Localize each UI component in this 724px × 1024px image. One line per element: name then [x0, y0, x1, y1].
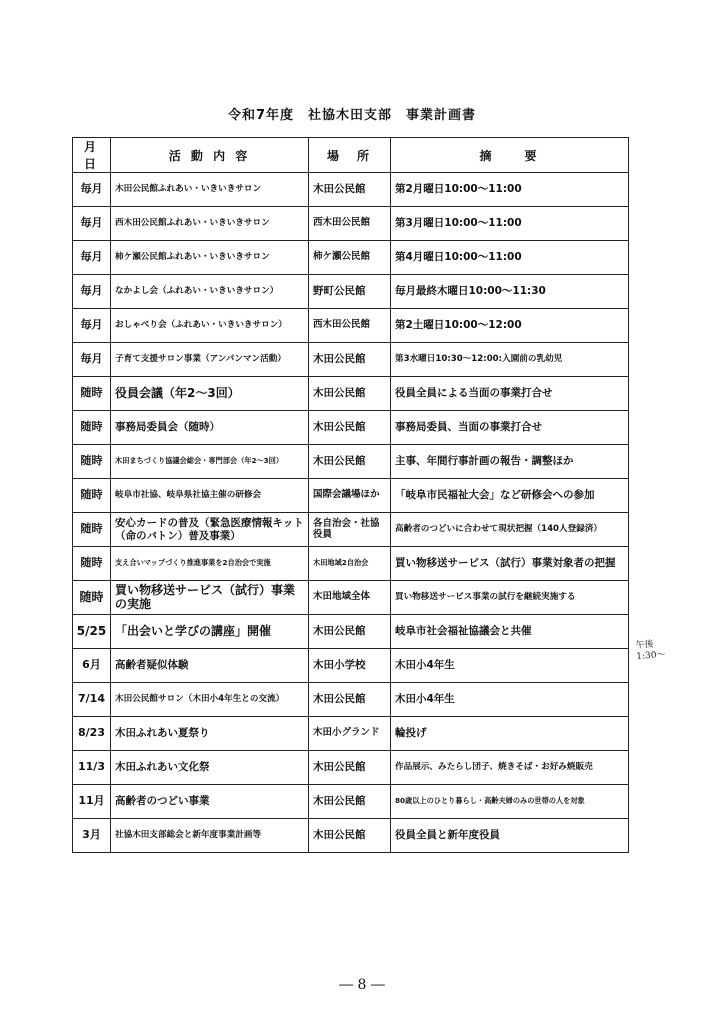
- header-place: 場 所: [309, 138, 391, 173]
- table-row: [73, 819, 629, 853]
- row-activity: 事務局委員会（随時）: [111, 411, 309, 445]
- row-date: 随時: [73, 479, 111, 513]
- row-date: 随時: [73, 445, 111, 479]
- page-number: ― 8 ―: [339, 977, 385, 993]
- row-place: 木田公民館: [309, 819, 391, 853]
- row-activity: 子育て支援サロン事業（アンパンマン活動）: [111, 343, 309, 377]
- row-activity: 高齢者疑似体験: [111, 649, 309, 683]
- row-activity: 木田公民館ふれあい・いきいきサロン: [111, 173, 309, 207]
- row-date: 毎月: [73, 207, 111, 241]
- plan-table: [72, 137, 629, 853]
- row-activity: 高齢者のつどい事業: [111, 785, 309, 819]
- row-summary: 役員全員と新年度役員: [391, 819, 629, 853]
- row-place: 木田公民館: [309, 377, 391, 411]
- row-place: 国際会議場ほか: [309, 479, 391, 513]
- row-place: 野町公民館: [309, 275, 391, 309]
- row-summary: 80歳以上のひとり暮らし・高齢夫婦のみの世帯の人を対象: [391, 785, 629, 819]
- row-summary: 第2土曜日10:00～12:00: [391, 309, 629, 343]
- row-place: 木田地域全体: [309, 581, 391, 615]
- row-summary: 「岐阜市民福祉大会」など研修会への参加: [391, 479, 629, 513]
- row-activity: 買い物移送サービス（試行）事業の実施: [111, 581, 309, 615]
- row-summary: 高齢者のつどいに合わせて現状把握（140人登録済）: [391, 513, 629, 547]
- row-date: 毎月: [73, 241, 111, 275]
- row-summary: 第2月曜日10:00～11:00: [391, 173, 629, 207]
- row-place: 西木田公民館: [309, 309, 391, 343]
- table-row: [73, 445, 629, 479]
- row-place: 木田公民館: [309, 173, 391, 207]
- row-date: 11月: [73, 785, 111, 819]
- row-place: 木田地域2自治会: [309, 547, 391, 581]
- table-row: [73, 785, 629, 819]
- row-activity: 社協木田支部総会と新年度事業計画等: [111, 819, 309, 853]
- row-date: 5/25: [73, 615, 111, 649]
- table-row: [73, 717, 629, 751]
- table-row: [73, 581, 629, 615]
- row-activity: 西木田公民館ふれあい・いきいきサロン: [111, 207, 309, 241]
- table-row: [73, 309, 629, 343]
- table-row: [73, 513, 629, 547]
- row-summary: 買い物移送サービス事業の試行を継続実施する: [391, 581, 629, 615]
- row-date: 毎月: [73, 343, 111, 377]
- row-activity: 木田ふれあい夏祭り: [111, 717, 309, 751]
- row-place: 木田小学校: [309, 649, 391, 683]
- row-activity: 柿ケ瀬公民館ふれあい・いきいきサロン: [111, 241, 309, 275]
- row-summary: 岐阜市社会福祉協議会と共催: [391, 615, 629, 649]
- row-activity: なかよし会（ふれあい・いきいきサロン）: [111, 275, 309, 309]
- row-summary: 輪投げ: [391, 717, 629, 751]
- row-date: 随時: [73, 547, 111, 581]
- row-date: 毎月: [73, 309, 111, 343]
- row-place: 柿ケ瀬公民館: [309, 241, 391, 275]
- page-title: 令和7年度 社協木田支部 事業計画書: [227, 108, 477, 123]
- header-summary: 摘 要: [391, 138, 629, 173]
- row-date: 随時: [73, 513, 111, 547]
- row-date: 毎月: [73, 173, 111, 207]
- row-date: 11/3: [73, 751, 111, 785]
- row-date: 随時: [73, 411, 111, 445]
- table-row: [73, 377, 629, 411]
- row-place: 木田公民館: [309, 751, 391, 785]
- row-summary: 事務局委員、当面の事業打合せ: [391, 411, 629, 445]
- row-activity: 支え合いマップづくり推進事業を2自治会で実施: [111, 547, 309, 581]
- header-activity: 活 動 内 容: [111, 138, 309, 173]
- table-row: [73, 173, 629, 207]
- row-place: 木田公民館: [309, 615, 391, 649]
- header-date: 月 日: [73, 138, 111, 173]
- handwritten-note-line: 午後: [635, 639, 654, 652]
- row-summary: 木田小4年生: [391, 683, 629, 717]
- table-row: [73, 615, 629, 649]
- row-summary: 木田小4年生: [391, 649, 629, 683]
- row-place: 木田小グランド: [309, 717, 391, 751]
- row-date: 8/23: [73, 717, 111, 751]
- table-row: [73, 411, 629, 445]
- table-row: [73, 683, 629, 717]
- row-activity: おしゃべり会（ふれあい・いきいきサロン）: [111, 309, 309, 343]
- row-place: 各自治会・社協役員: [309, 513, 391, 547]
- row-summary: 主事、年間行事計画の報告・調整ほか: [391, 445, 629, 479]
- table-row: [73, 649, 629, 683]
- table-row: [73, 241, 629, 275]
- row-date: 6月: [73, 649, 111, 683]
- row-summary: 作品展示、みたらし団子、焼きそば・お好み焼販売: [391, 751, 629, 785]
- row-date: 随時: [73, 581, 111, 615]
- row-date: 随時: [73, 377, 111, 411]
- row-date: 毎月: [73, 275, 111, 309]
- table-row: [73, 343, 629, 377]
- handwritten-note: [635, 639, 666, 663]
- row-summary: 第3水曜日10:30～12:00:入園前の乳幼児: [391, 343, 629, 377]
- row-summary: 役員全員による当面の事業打合せ: [391, 377, 629, 411]
- row-summary: 毎月最終木曜日10:00～11:30: [391, 275, 629, 309]
- row-activity: 木田まちづくり協議会総会・専門部会（年2～3回）: [111, 445, 309, 479]
- row-activity: 岐阜市社協、岐阜県社協主催の研修会: [111, 479, 309, 513]
- row-place: 木田公民館: [309, 785, 391, 819]
- row-place: 木田公民館: [309, 411, 391, 445]
- row-summary: 買い物移送サービス（試行）事業対象者の把握: [391, 547, 629, 581]
- row-date: 3月: [73, 819, 111, 853]
- table-row: [73, 479, 629, 513]
- row-date: 7/14: [73, 683, 111, 717]
- row-place: 木田公民館: [309, 445, 391, 479]
- row-activity: 安心カードの普及（緊急医療情報キット（命のバトン）普及事業）: [111, 513, 309, 547]
- row-activity: 木田ふれあい文化祭: [111, 751, 309, 785]
- row-activity: 木田公民館サロン（木田小4年生との交流）: [111, 683, 309, 717]
- row-place: 西木田公民館: [309, 207, 391, 241]
- handwritten-note-line: 1:30～: [636, 650, 666, 663]
- row-place: 木田公民館: [309, 343, 391, 377]
- table-row: [73, 547, 629, 581]
- row-activity: 役員会議（年2～3回）: [111, 377, 309, 411]
- table-row: [73, 751, 629, 785]
- row-summary: 第4月曜日10:00～11:00: [391, 241, 629, 275]
- row-place: 木田公民館: [309, 683, 391, 717]
- row-summary: 第3月曜日10:00～11:00: [391, 207, 629, 241]
- table-row: [73, 275, 629, 309]
- header-row: [73, 138, 629, 173]
- table-row: [73, 207, 629, 241]
- row-activity: 「出会いと学びの講座」開催: [111, 615, 309, 649]
